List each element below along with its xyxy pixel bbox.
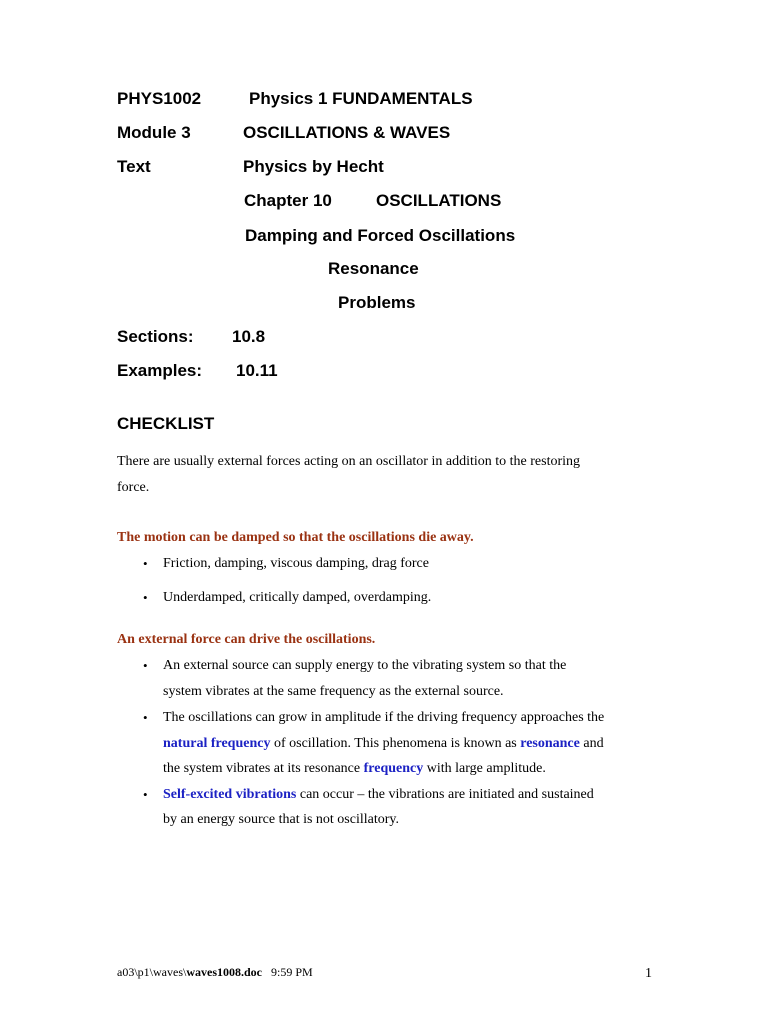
bullet-glyph: •: [143, 556, 148, 571]
examples-value: 10.11: [236, 361, 278, 380]
term-resonance: resonance: [520, 736, 580, 751]
term-frequency: frequency: [363, 761, 424, 776]
driven-item-2-line-3: [163, 761, 546, 777]
footer-filename: waves1008.doc: [186, 965, 262, 979]
text-title: Physics by Hecht: [243, 157, 384, 176]
driven-item-2-line-3-end: with large amplitude.: [426, 761, 546, 776]
topic-resonance: Resonance: [328, 259, 419, 278]
bullet-glyph: •: [143, 710, 148, 725]
chapter-title: OSCILLATIONS: [376, 191, 502, 210]
footer-path: a03\p1\waves\: [117, 965, 187, 979]
page-number: 1: [645, 966, 652, 981]
damped-heading: The motion can be damped so that the oscillations die away.: [117, 530, 474, 545]
intro-line-2: force.: [117, 480, 150, 495]
topic-problems: Problems: [338, 293, 416, 312]
module-title: OSCILLATIONS & WAVES: [243, 123, 451, 142]
bullet-glyph: •: [143, 590, 148, 605]
footer-time: 9:59 PM: [271, 965, 313, 979]
course-code: PHYS1002: [117, 89, 202, 108]
topic-damping-forced: Damping and Forced Oscillations: [245, 226, 516, 245]
driven-item-1-line-1: An external source can supply energy to the vibrating system so that the: [163, 658, 567, 673]
footer-file-info: [117, 965, 313, 980]
course-title: Physics 1 FUNDAMENTALS: [249, 89, 473, 108]
examples-label: Examples:: [117, 361, 203, 380]
checklist-title: CHECKLIST: [117, 414, 215, 433]
text-label: Text: [117, 157, 151, 176]
driven-item-2-line-3-start: the system vibrates at its resonance: [163, 761, 361, 776]
damped-item-1: Friction, damping, viscous damping, drag force: [163, 556, 429, 571]
driven-item-3-line-2: by an energy source that is not oscillatory.: [163, 812, 399, 827]
damped-item-2: Underdamped, critically damped, overdamping.: [163, 590, 432, 605]
driven-heading: An external force can drive the oscillations.: [117, 632, 376, 647]
sections-label: Sections:: [117, 327, 194, 346]
driven-item-3-rest: can occur – the vibrations are initiated and sustained: [299, 787, 594, 802]
driven-item-1-line-2: system vibrates at the same frequency as the external source.: [163, 684, 504, 699]
term-self-excited-vibrations: Self-excited vibrations: [163, 787, 297, 802]
driven-item-3-line-1: [163, 787, 594, 803]
intro-line-1: There are usually external forces acting on an oscillator in addition to the restoring: [117, 454, 581, 469]
term-natural-frequency: natural frequency: [163, 736, 271, 751]
sections-value: 10.8: [232, 327, 266, 346]
bullet-glyph: •: [143, 658, 148, 673]
driven-item-2-end: and: [583, 736, 604, 751]
driven-item-2-mid: of oscillation. This phenomena is known as: [273, 736, 517, 751]
driven-item-2-line-1: The oscillations can grow in amplitude if the driving frequency approaches the: [163, 710, 605, 725]
module-label: Module 3: [117, 123, 191, 142]
bullet-glyph: •: [143, 787, 148, 802]
driven-item-2-line-2: [163, 736, 604, 752]
chapter-label: Chapter 10: [244, 191, 332, 210]
